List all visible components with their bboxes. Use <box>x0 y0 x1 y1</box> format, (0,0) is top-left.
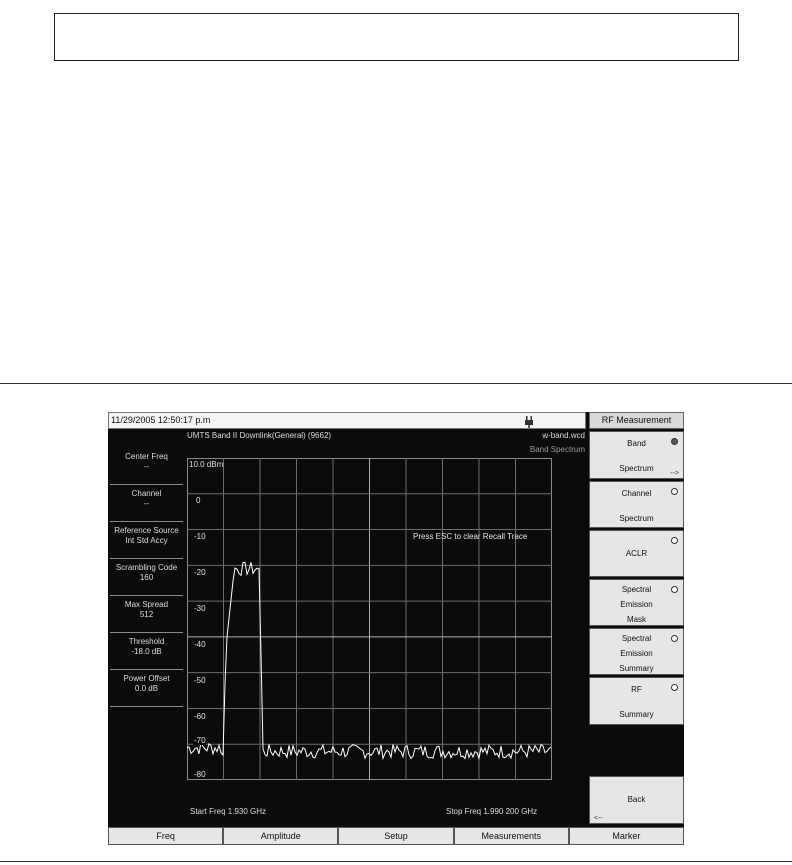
datetime: 11/29/2005 12:50:17 p.m <box>111 415 211 425</box>
measurement-name: Band Spectrum <box>529 445 585 454</box>
file-name: w-band.wcd <box>542 431 585 440</box>
param-max-spread <box>110 596 183 633</box>
y-label: 10.0 dBm <box>189 460 224 469</box>
softkey-label: Back <box>627 795 646 804</box>
y-label: -10 <box>194 532 206 541</box>
y-label: -60 <box>194 712 206 721</box>
y-label: -70 <box>194 736 206 745</box>
param-value: 512 <box>139 610 154 619</box>
softkey-label: Emission <box>620 649 653 658</box>
param-reference-source <box>110 522 183 559</box>
stop-freq: Stop Freq 1.990 200 GHz <box>446 807 538 816</box>
y-label: -30 <box>194 604 206 613</box>
menu-title: RF Measurement <box>589 412 684 429</box>
softkey-label: RF <box>631 685 642 694</box>
radio-icon <box>671 684 678 691</box>
spectrum-graticule <box>187 458 552 780</box>
param-label: Channel <box>131 489 162 498</box>
tab-amplitude[interactable]: Amplitude <box>223 827 338 845</box>
spectral-emission-mask-button[interactable] <box>589 579 684 626</box>
plot-grid <box>187 458 552 780</box>
back-button[interactable] <box>589 776 684 824</box>
channel-spectrum-button[interactable] <box>589 481 684 528</box>
submenu-arrow-icon: --> <box>670 470 679 477</box>
param-label: Reference Source <box>114 526 179 535</box>
radio-icon <box>671 488 678 495</box>
parameter-panel <box>108 448 185 707</box>
softkey-label: Summary <box>619 710 654 719</box>
softkey-label: Spectrum <box>619 514 654 523</box>
y-label: -50 <box>194 676 206 685</box>
softkey-label: Spectrum <box>619 464 654 473</box>
param-power-offset <box>110 670 183 707</box>
param-value: -- <box>143 499 150 508</box>
param-center-freq <box>110 448 183 485</box>
param-value: -18.0 dB <box>131 647 162 656</box>
softkey-label: Channel <box>621 489 652 498</box>
tab-marker[interactable]: Marker <box>569 827 684 845</box>
param-label: Scrambling Code <box>115 563 178 572</box>
softkey-label: ACLR <box>625 549 648 558</box>
param-label: Power Offset <box>123 674 170 683</box>
tab-freq[interactable]: Freq <box>108 827 223 845</box>
param-threshold <box>110 633 183 670</box>
tab-setup[interactable]: Setup <box>338 827 453 845</box>
rf-summary-button[interactable] <box>589 677 684 725</box>
band-spectrum-button[interactable] <box>589 431 684 479</box>
param-label: Threshold <box>128 637 165 646</box>
radio-icon <box>671 635 678 642</box>
y-label: 0 <box>196 496 201 505</box>
divider-top <box>0 383 792 384</box>
analyzer-screen <box>108 412 684 845</box>
y-label: -80 <box>194 770 206 779</box>
recall-message: Press ESC to clear Recall Trace <box>413 532 528 541</box>
note-box <box>54 13 739 61</box>
plug-icon <box>522 414 536 428</box>
aclr-button[interactable] <box>589 530 684 577</box>
tab-measurements[interactable]: Measurements <box>454 827 569 845</box>
param-value: 160 <box>139 573 154 582</box>
trace-title: UMTS Band II Downlink(General) (9662) <box>187 431 332 440</box>
radio-icon <box>671 586 678 593</box>
param-value: -- <box>143 462 150 471</box>
softkey-label: Mask <box>626 615 647 624</box>
y-label: -40 <box>194 640 206 649</box>
back-arrow-icon: <-- <box>594 815 603 822</box>
start-freq: Start Freq 1.930 GHz <box>190 807 267 816</box>
param-value: Int Std Accy <box>125 536 168 545</box>
radio-selected-icon <box>671 438 678 445</box>
softkey-label: Band <box>627 439 646 448</box>
status-bar <box>108 412 586 429</box>
softkey-label: Spectral <box>621 634 652 643</box>
param-channel <box>110 485 183 522</box>
softkey-label: Emission <box>620 600 653 609</box>
param-value: 0.0 dB <box>134 684 159 693</box>
divider-bottom <box>0 861 792 862</box>
param-label: Center Freq <box>125 452 168 461</box>
bottom-menu-bar <box>108 827 684 845</box>
softkey-label: Summary <box>619 664 654 673</box>
spectrum-plot <box>187 458 552 780</box>
radio-icon <box>671 537 678 544</box>
param-scrambling-code <box>110 559 183 596</box>
y-label: -20 <box>194 568 206 577</box>
param-label: Max Spread <box>124 600 169 609</box>
spectral-emission-summary-button[interactable] <box>589 628 684 675</box>
softkey-label: Spectral <box>621 585 652 594</box>
